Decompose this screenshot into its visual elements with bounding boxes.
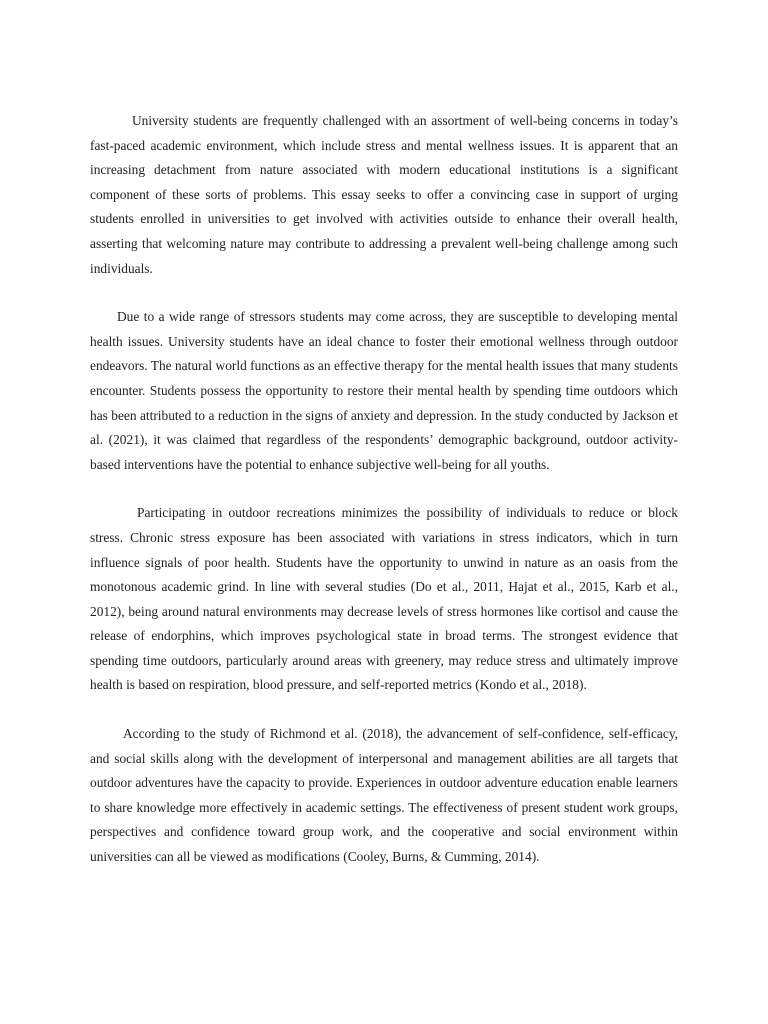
paragraph-1: University students are frequently challenged with an assortment of well-being concerns in today’s fast-paced academic environment, which include stress and mental wellness issues. It is apparent that an increasing detachment from nature associated with modern educational institutions is a significant component of these sorts of problems. This essay seeks to offer a convincing case in support of urging students enrolled in universities to get involved with activities outside to enhance their overall health, asserting that welcoming nature may contribute to addressing a prevalent well-being challenge among such individuals. [90,113,678,276]
paragraph-3: Participating in outdoor recreations minimizes the possibility of individuals to reduce or block stress. Chronic stress exposure has been associated with variations in stress indicators, which in turn influence signals of poor health. Students have the opportunity to unwind in nature as an oasis from the monotonous academic grind. In line with several studies (Do et al., 2011, Hajat et al., 2015, Karb et al., 2012), being around natural environments may decrease levels of stress hormones like cortisol and cause the release of endorphins, which improves psychological state in broad terms. The strongest evidence that spending time outdoors, particularly around areas with greenery, may reduce stress and ultimately improve health is based on respiration, blood pressure, and self-reported metrics (Kondo et al., 2018). [90,505,678,693]
paragraph-2: Due to a wide range of stressors students may come across, they are susceptible to developing mental health issues. University students have an ideal chance to foster their emotional wellness through outdoor endeavors. The natural world functions as an effective therapy for the mental health issues that many students encounter. Students possess the opportunity to restore their mental health by spending time outdoors which has been attributed to a reduction in the signs of anxiety and depression. In the study conducted by Jackson et al. (2021), it was claimed that regardless of the respondents’ demographic background, outdoor activity-based interventions have the potential to enhance subjective well-being for all youths. [90,309,678,472]
document-body [90,109,678,870]
paragraph-4: According to the study of Richmond et al. (2018), the advancement of self-confidence, self-efficacy, and social skills along with the development of interpersonal and management abilities are all targets that outdoor adventures have the capacity to provide. Experiences in outdoor adventure education enable learners to share knowledge more effectively in academic settings. The effectiveness of present student work groups, perspectives and confidence toward group work, and the cooperative and social environment within universities can all be viewed as modifications (Cooley, Burns, & Cumming, 2014). [90,726,678,865]
